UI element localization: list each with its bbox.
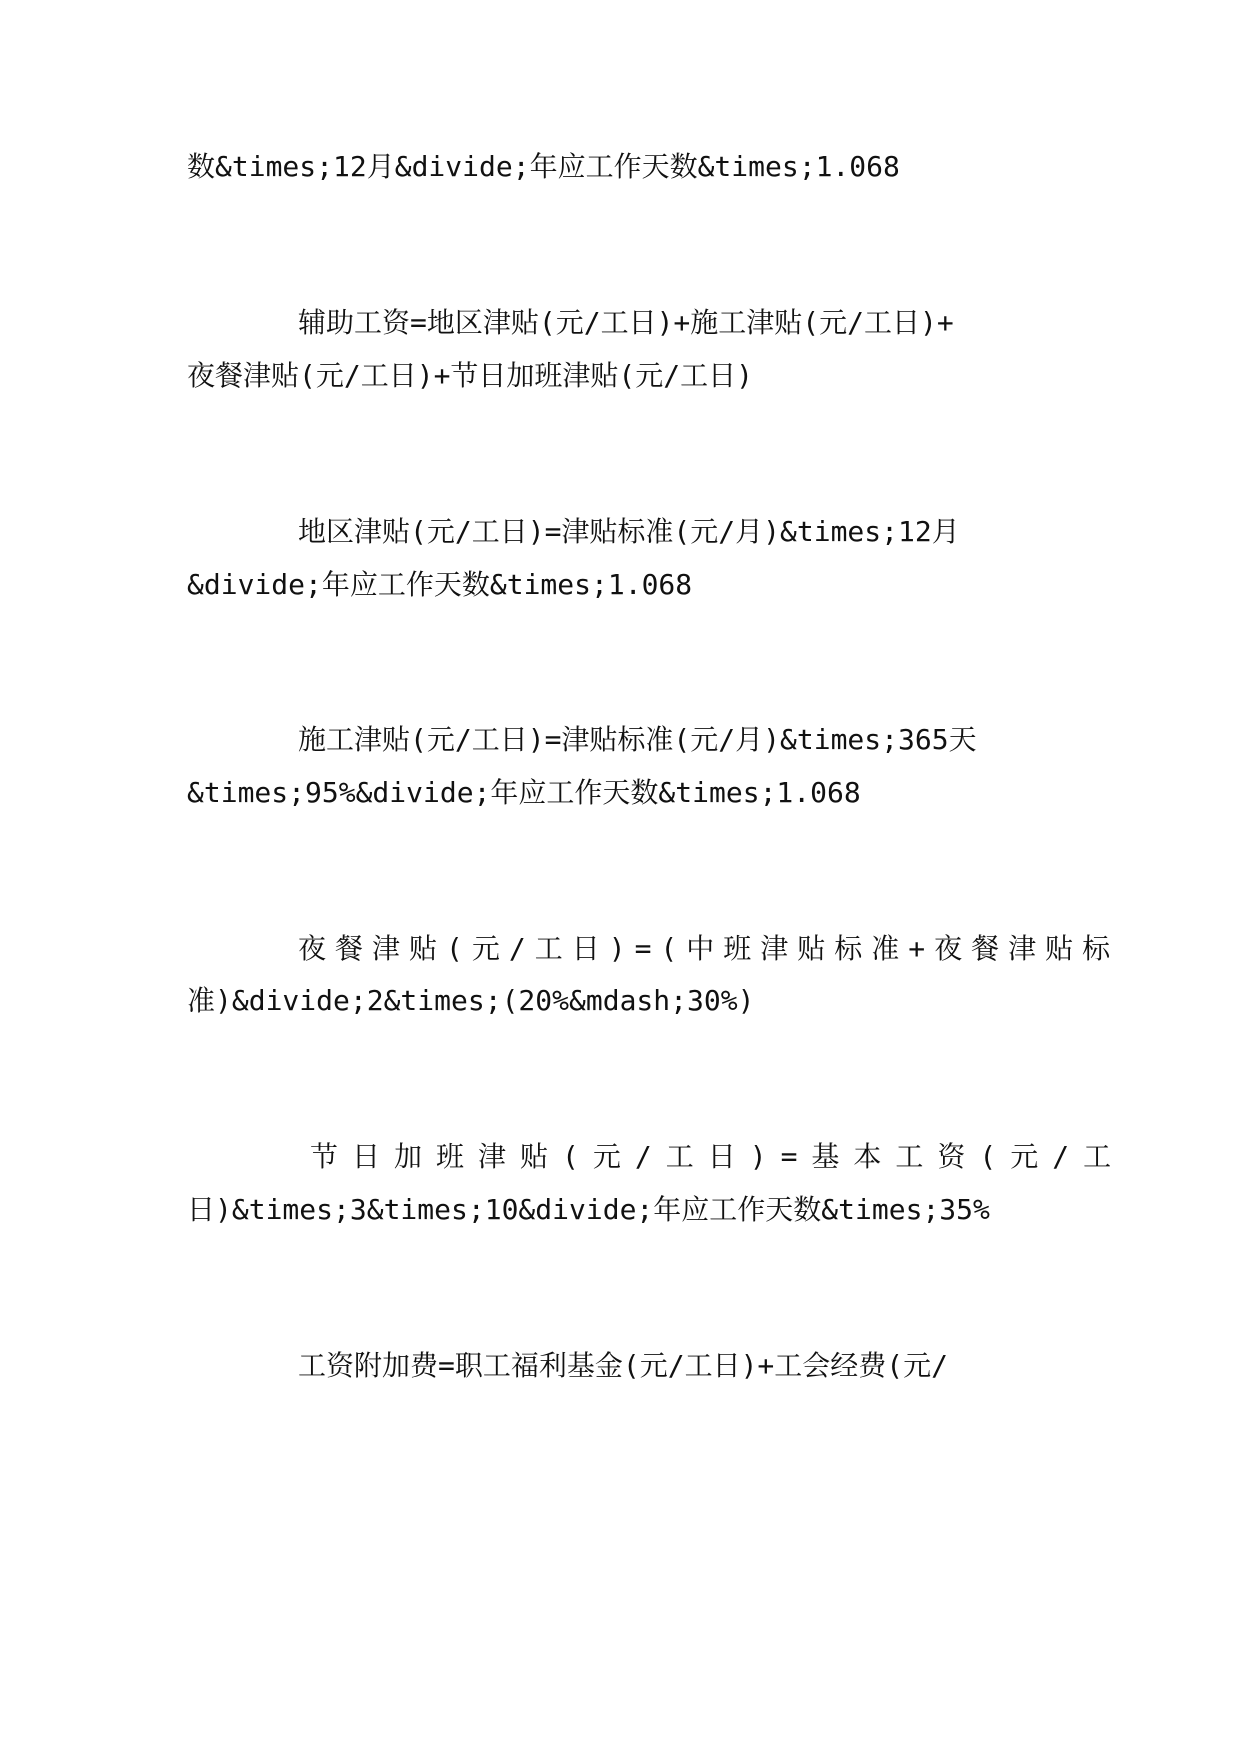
paragraph-4-line-2: &times;95%&divide;年应工作天数&times;1.068 <box>187 776 861 809</box>
paragraph-4-line-1: 施工津贴(元/工日)=津贴标准(元/月)&times;365天 <box>298 723 977 756</box>
paragraph-1-line-1: 数&times;12月&divide;年应工作天数&times;1.068 <box>187 150 900 183</box>
paragraph-6-line-2: 日)&times;3&times;10&divide;年应工作天数&times;35% <box>187 1193 990 1226</box>
paragraph-3-line-2: &divide;年应工作天数&times;1.068 <box>187 568 693 601</box>
paragraph-7-line-1: 工资附加费=职工福利基金(元/工日)+工会经费(元/ <box>298 1349 949 1382</box>
paragraph-5-line-2: 准)&divide;2&times;(20%&mdash;30%) <box>187 984 755 1017</box>
paragraph-6-line-1: 节日加班津贴(元/工日)=基本工资(元/工 <box>310 1140 1126 1173</box>
paragraph-2-line-2: 夜餐津贴(元/工日)+节日加班津贴(元/工日) <box>187 359 754 392</box>
paragraph-5-line-1: 夜餐津贴(元/工日)=(中班津贴标准+夜餐津贴标 <box>298 932 1120 965</box>
paragraph-3-line-1: 地区津贴(元/工日)=津贴标准(元/月)&times;12月 <box>298 515 960 548</box>
paragraph-2-line-1: 辅助工资=地区津贴(元/工日)+施工津贴(元/工日)+ <box>298 306 954 339</box>
